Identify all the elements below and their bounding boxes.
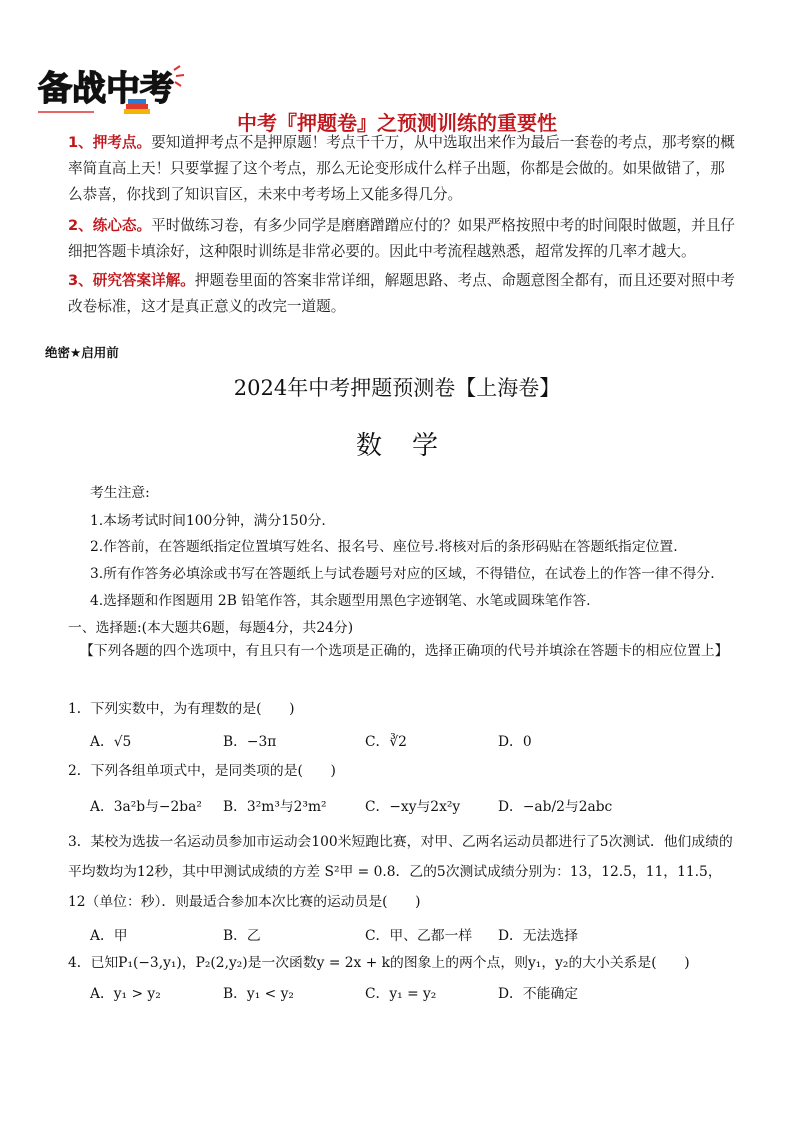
option-c: C．y₁ = y₂ <box>365 986 437 1002</box>
option-d: D．无法选择 <box>498 928 579 944</box>
question-stem: 1．下列实数中，为有理数的是( ) <box>68 701 295 717</box>
section-instruction: 【下列各题的四个选项中，有且只有一个选项是正确的，选择正确项的代号并填涂在答题卡的相应位置上】 <box>80 643 729 659</box>
exam-title: 2024年中考押题预测卷【上海卷】 <box>233 376 561 400</box>
option-a: A．√5 <box>90 734 132 750</box>
section-heading: 一、选择题:(本大题共6题，每题4分，共24分) <box>68 620 354 636</box>
option-c: C．−xy与2x²y <box>365 799 461 815</box>
question-stem: 2．下列各组单项式中，是同类项的是( ) <box>68 763 336 779</box>
logo-text: 备战中考 <box>38 69 174 109</box>
option-b: B．3²m³与2³m² <box>223 799 327 815</box>
option-a: A．3a²b与−2ba² <box>90 799 202 815</box>
option-b: B．y₁ < y₂ <box>223 986 294 1002</box>
question-stem: 3．某校为选拔一名运动员参加市运动会100米短跑比赛，对甲、乙两名运动员都进行了5次测试．他们成绩的平均数均为12秒，其中甲测试成绩的方差 S²甲 = 0.8．乙的5次测试成绩分别为：13，12.5，11，11.5，12（单位：秒）．则最适合参加本次比赛的运动员是( ) <box>68 834 733 910</box>
option-a: A．y₁ > y₂ <box>90 986 161 1002</box>
option-d: D．不能确定 <box>498 986 579 1002</box>
notice-item: 3.所有作答务必填涂或书写在答题纸上与试卷题号对应的区域，不得错位，在试卷上的作答一律不得分. <box>90 566 715 582</box>
banner-item-text: 要知道押考点不是押原题！考点千千万，从中选取出来作为最后一套卷的考点，那考察的概率简直高上天！只要掌握了这个考点，那么无论变形成什么样子出题，你都是会做的。如果做错了，那么恭喜，你找到了知识盲区，未来中考考场上又能多得几分。 <box>68 134 735 203</box>
notice-heading: 考生注意: <box>90 485 150 501</box>
banner-item-text: 押题卷里面的答案非常详细，解题思路、考点、命题意图全都有，而且还要对照中考改卷标准，这才是真正意义的改完一道题。 <box>68 272 735 315</box>
notice-item: 1.本场考试时间100分钟，满分150分. <box>90 513 326 529</box>
banner-title: 中考『押题卷』之预测训练的重要性 <box>237 111 557 135</box>
banner-item-lead: 2、练心态。 <box>68 217 152 234</box>
secret-label: 绝密★启用前 <box>45 345 119 360</box>
option-b: B．乙 <box>223 928 261 944</box>
banner-item-3 <box>68 268 736 320</box>
subject-title: 数学 <box>355 431 468 461</box>
notice-item: 4.选择题和作图题用 2B 铅笔作答，其余题型用黑色字迹钢笔、水笔或圆珠笔作答. <box>90 593 591 609</box>
option-b: B．−3π <box>223 734 277 750</box>
option-d: D．0 <box>498 734 532 750</box>
notice-item: 2.作答前，在答题纸指定位置填写姓名、报名号、座位号.将核对后的条形码贴在答题纸指定位置. <box>90 539 678 555</box>
banner-item-1 <box>68 130 736 208</box>
option-c: C．∛2 <box>365 734 407 750</box>
banner-item-text: 平时做练习卷，有多少同学是磨磨蹭蹭应付的？如果严格按照中考的时间限时做题，并且仔细把答题卡填涂好，这种限时训练是非常必要的。因此中考流程越熟悉，超常发挥的几率才越大。 <box>68 217 735 260</box>
option-d: D．−ab/2与2abc <box>498 799 613 815</box>
option-c: C．甲、乙都一样 <box>365 928 473 944</box>
option-a: A．甲 <box>90 928 128 944</box>
banner-item-lead: 3、研究答案详解。 <box>68 272 195 289</box>
banner-item-2 <box>68 213 736 265</box>
question-stem: 4．已知P₁(−3,y₁)，P₂(2,y₂)是一次函数y = 2x + k的图象上的两个点，则y₁，y₂的大小关系是( ) <box>68 955 690 971</box>
banner-item-lead: 1、押考点。 <box>68 134 152 151</box>
